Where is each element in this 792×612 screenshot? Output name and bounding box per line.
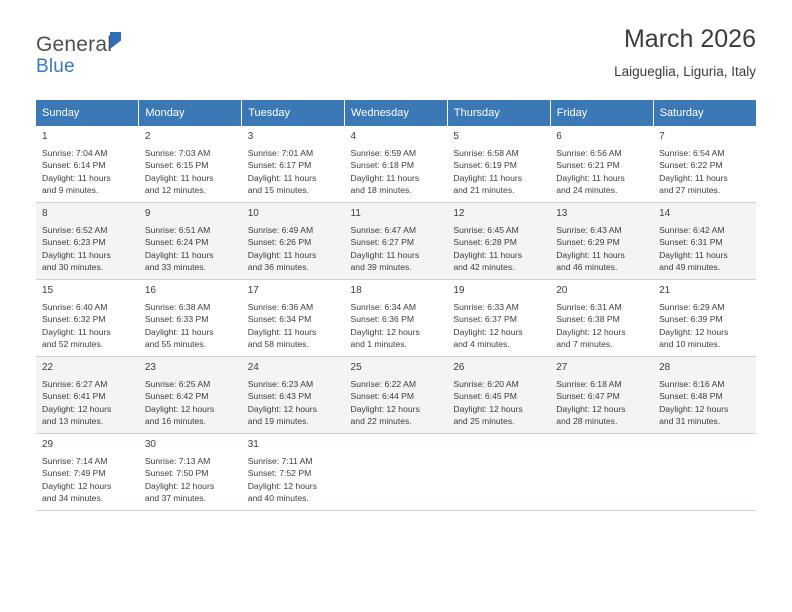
- calendar-cell-empty: [447, 434, 550, 511]
- calendar-day-cell[interactable]: [36, 203, 139, 280]
- sunrise-text: Sunrise: 7:13 AM: [144, 456, 211, 467]
- sunrise-text: Sunrise: 6:34 AM: [350, 302, 416, 313]
- sunset-text: Sunset: 6:37 PM: [453, 314, 517, 325]
- calendar-day-cell[interactable]: [447, 126, 550, 203]
- sunrise-text: Sunrise: 6:47 AM: [350, 225, 416, 236]
- daylight-text: and 4 minutes.: [453, 338, 510, 349]
- sunset-text: Sunset: 6:33 PM: [144, 314, 209, 325]
- day-number: 18: [350, 285, 362, 296]
- daylight-text: and 30 minutes.: [42, 261, 104, 272]
- calendar-day-cell[interactable]: [36, 126, 139, 203]
- daylight-text: Daylight: 11 hours: [42, 249, 111, 260]
- daylight-text: Daylight: 11 hours: [247, 172, 317, 183]
- daylight-text: Daylight: 12 hours: [144, 480, 215, 491]
- day-number: 24: [247, 362, 259, 373]
- day-number: 4: [350, 131, 357, 142]
- sunset-text: Sunset: 6:19 PM: [453, 160, 517, 171]
- sunrise-text: Sunrise: 6:36 AM: [247, 302, 314, 313]
- calendar-day-cell[interactable]: [242, 280, 345, 357]
- sunset-text: Sunset: 7:49 PM: [42, 468, 106, 479]
- sunset-text: Sunset: 6:18 PM: [350, 160, 415, 171]
- calendar-day-cell[interactable]: [653, 357, 756, 434]
- sunset-text: Sunset: 7:52 PM: [247, 468, 312, 479]
- daylight-text: and 27 minutes.: [659, 184, 721, 195]
- day-number: 22: [42, 362, 54, 373]
- calendar-cell-empty: [653, 434, 756, 511]
- column-header-thursday: Thursday: [447, 100, 550, 126]
- day-number: 1: [42, 131, 48, 142]
- page-title: March 2026: [623, 25, 756, 53]
- daylight-text: and 15 minutes.: [247, 184, 309, 195]
- daylight-text: and 9 minutes.: [42, 184, 99, 195]
- sunrise-text: Sunrise: 6:27 AM: [42, 379, 108, 390]
- daylight-text: Daylight: 11 hours: [42, 172, 111, 183]
- sunrise-text: Sunrise: 6:23 AM: [247, 379, 314, 390]
- calendar-day-cell[interactable]: [653, 280, 756, 357]
- sunset-text: Sunset: 6:45 PM: [453, 391, 517, 402]
- logo-text-general: General: [36, 33, 113, 56]
- sunrise-text: Sunrise: 7:04 AM: [42, 148, 108, 159]
- calendar-day-cell[interactable]: [242, 434, 345, 511]
- sunrise-text: Sunrise: 7:11 AM: [247, 456, 313, 467]
- calendar-day-cell[interactable]: [139, 203, 242, 280]
- daylight-text: and 28 minutes.: [556, 415, 618, 426]
- daylight-text: and 12 minutes.: [144, 184, 206, 195]
- sunset-text: Sunset: 6:36 PM: [350, 314, 415, 325]
- sunset-text: Sunset: 6:27 PM: [350, 237, 415, 248]
- daylight-text: Daylight: 11 hours: [556, 249, 625, 260]
- day-number: 15: [42, 285, 54, 296]
- sunset-text: Sunset: 7:50 PM: [144, 468, 209, 479]
- calendar-day-cell[interactable]: [139, 357, 242, 434]
- day-number: 5: [453, 131, 459, 142]
- sunset-text: Sunset: 6:39 PM: [659, 314, 723, 325]
- daylight-text: and 40 minutes.: [247, 492, 309, 503]
- sunrise-text: Sunrise: 6:56 AM: [556, 148, 622, 159]
- day-number: 23: [144, 362, 156, 373]
- sunrise-text: Sunrise: 6:59 AM: [350, 148, 416, 159]
- logo-text-blue: Blue: [36, 56, 75, 77]
- daylight-text: Daylight: 12 hours: [144, 403, 215, 414]
- sunset-text: Sunset: 6:15 PM: [144, 160, 209, 171]
- daylight-text: and 46 minutes.: [556, 261, 618, 272]
- sunset-text: Sunset: 6:17 PM: [247, 160, 312, 171]
- daylight-text: Daylight: 12 hours: [42, 403, 112, 414]
- calendar-week-row: [36, 280, 756, 357]
- sunrise-text: Sunrise: 6:29 AM: [659, 302, 725, 313]
- daylight-text: and 37 minutes.: [144, 492, 206, 503]
- day-number: 9: [144, 208, 151, 219]
- sunrise-text: Sunrise: 6:54 AM: [659, 148, 725, 159]
- day-number: 29: [42, 439, 54, 450]
- daylight-text: and 33 minutes.: [144, 261, 206, 272]
- calendar-day-cell[interactable]: [36, 280, 139, 357]
- sunset-text: Sunset: 6:38 PM: [556, 314, 620, 325]
- calendar-day-cell[interactable]: [345, 280, 448, 357]
- daylight-text: and 16 minutes.: [144, 415, 206, 426]
- daylight-text: and 7 minutes.: [556, 338, 613, 349]
- sunrise-text: Sunrise: 6:49 AM: [247, 225, 314, 236]
- daylight-text: Daylight: 11 hours: [350, 249, 420, 260]
- daylight-text: and 1 minutes.: [350, 338, 407, 349]
- day-number: 11: [350, 208, 361, 219]
- sunset-text: Sunset: 6:21 PM: [556, 160, 620, 171]
- day-number: 2: [144, 131, 151, 142]
- sunrise-text: Sunrise: 7:03 AM: [144, 148, 211, 159]
- daylight-text: Daylight: 11 hours: [556, 172, 625, 183]
- sunrise-text: Sunrise: 6:38 AM: [144, 302, 211, 313]
- daylight-text: Daylight: 11 hours: [144, 249, 214, 260]
- calendar-cell-empty: [550, 434, 653, 511]
- calendar-cell-empty: [345, 434, 448, 511]
- sunset-text: Sunset: 6:42 PM: [144, 391, 209, 402]
- calendar-day-cell[interactable]: [653, 126, 756, 203]
- calendar-day-cell[interactable]: [36, 357, 139, 434]
- sunset-text: Sunset: 6:28 PM: [453, 237, 517, 248]
- sunset-text: Sunset: 6:22 PM: [659, 160, 723, 171]
- column-header-friday: Friday: [550, 100, 653, 126]
- daylight-text: and 13 minutes.: [42, 415, 104, 426]
- page-subtitle: Laigueglia, Liguria, Italy: [614, 63, 756, 79]
- daylight-text: Daylight: 12 hours: [659, 403, 729, 414]
- sunrise-text: Sunrise: 6:45 AM: [453, 225, 519, 236]
- sunrise-text: Sunrise: 6:33 AM: [453, 302, 519, 313]
- sunset-text: Sunset: 6:31 PM: [659, 237, 723, 248]
- daylight-text: Daylight: 12 hours: [556, 403, 626, 414]
- sunrise-text: Sunrise: 6:22 AM: [350, 379, 416, 390]
- daylight-text: Daylight: 12 hours: [350, 326, 420, 337]
- daylight-text: Daylight: 11 hours: [247, 326, 317, 337]
- daylight-text: Daylight: 12 hours: [659, 326, 729, 337]
- daylight-text: Daylight: 11 hours: [659, 172, 728, 183]
- calendar-body: [36, 126, 756, 511]
- calendar-day-cell[interactable]: [345, 357, 448, 434]
- page-header: [36, 26, 756, 92]
- daylight-text: Daylight: 11 hours: [42, 326, 111, 337]
- daylight-text: Daylight: 12 hours: [42, 480, 112, 491]
- sunset-text: Sunset: 6:29 PM: [556, 237, 620, 248]
- daylight-text: and 21 minutes.: [453, 184, 515, 195]
- sunrise-text: Sunrise: 6:58 AM: [453, 148, 519, 159]
- calendar-week-row: [36, 357, 756, 434]
- column-header-sunday: Sunday: [36, 100, 139, 126]
- daylight-text: and 36 minutes.: [247, 261, 309, 272]
- daylight-text: Daylight: 11 hours: [350, 172, 420, 183]
- calendar-day-cell[interactable]: [550, 357, 653, 434]
- day-number: 21: [659, 285, 671, 296]
- daylight-text: and 24 minutes.: [556, 184, 618, 195]
- calendar-day-cell[interactable]: [36, 434, 139, 511]
- calendar-day-cell[interactable]: [345, 203, 448, 280]
- day-number: 20: [556, 285, 568, 296]
- sunset-text: Sunset: 6:24 PM: [144, 237, 209, 248]
- sunset-text: Sunset: 6:44 PM: [350, 391, 415, 402]
- sunset-text: Sunset: 6:34 PM: [247, 314, 312, 325]
- day-number: 6: [556, 131, 562, 142]
- daylight-text: Daylight: 11 hours: [247, 249, 317, 260]
- daylight-text: and 52 minutes.: [42, 338, 104, 349]
- day-number: 27: [556, 362, 568, 373]
- day-number: 17: [247, 285, 259, 296]
- calendar-day-cell[interactable]: [653, 203, 756, 280]
- day-number: 3: [247, 131, 254, 142]
- column-header-saturday: Saturday: [653, 100, 756, 126]
- day-number: 14: [659, 208, 671, 219]
- calendar-day-cell[interactable]: [139, 126, 242, 203]
- title-block: [614, 26, 756, 79]
- day-number: 26: [453, 362, 465, 373]
- daylight-text: and 31 minutes.: [659, 415, 721, 426]
- sunrise-text: Sunrise: 6:52 AM: [42, 225, 108, 236]
- daylight-text: and 22 minutes.: [350, 415, 412, 426]
- calendar-day-cell[interactable]: [345, 126, 448, 203]
- daylight-text: Daylight: 12 hours: [350, 403, 420, 414]
- column-header-wednesday: Wednesday: [345, 100, 448, 126]
- daylight-text: Daylight: 12 hours: [453, 403, 523, 414]
- daylight-text: Daylight: 12 hours: [556, 326, 626, 337]
- calendar-day-cell[interactable]: [447, 280, 550, 357]
- calendar-day-cell[interactable]: [242, 126, 345, 203]
- calendar-day-cell[interactable]: [447, 203, 550, 280]
- sunset-text: Sunset: 6:32 PM: [42, 314, 106, 325]
- sunset-text: Sunset: 6:43 PM: [247, 391, 312, 402]
- calendar-day-cell[interactable]: [550, 280, 653, 357]
- daylight-text: and 18 minutes.: [350, 184, 412, 195]
- day-number: 19: [453, 285, 465, 296]
- day-number: 8: [42, 208, 48, 219]
- calendar-day-cell[interactable]: [242, 203, 345, 280]
- daylight-text: Daylight: 11 hours: [144, 326, 214, 337]
- daylight-text: Daylight: 11 hours: [453, 172, 523, 183]
- flag-icon-highlight: [121, 32, 132, 41]
- daylight-text: Daylight: 12 hours: [247, 403, 317, 414]
- day-number: 25: [350, 362, 362, 373]
- sunset-text: Sunset: 6:14 PM: [42, 160, 106, 171]
- day-number: 7: [659, 131, 665, 142]
- logo[interactable]: [36, 26, 112, 76]
- day-number: 10: [247, 208, 259, 219]
- daylight-text: and 10 minutes.: [659, 338, 721, 349]
- sunset-text: Sunset: 6:48 PM: [659, 391, 723, 402]
- calendar-day-cell[interactable]: [447, 357, 550, 434]
- sunrise-text: Sunrise: 6:31 AM: [556, 302, 622, 313]
- sunrise-text: Sunrise: 6:18 AM: [556, 379, 622, 390]
- sunrise-text: Sunrise: 6:51 AM: [144, 225, 211, 236]
- daylight-text: and 25 minutes.: [453, 415, 515, 426]
- daylight-text: Daylight: 11 hours: [453, 249, 523, 260]
- calendar-week-row: [36, 126, 756, 203]
- daylight-text: and 39 minutes.: [350, 261, 412, 272]
- daylight-text: and 55 minutes.: [144, 338, 206, 349]
- sunrise-text: Sunrise: 6:40 AM: [42, 302, 108, 313]
- sunset-text: Sunset: 6:26 PM: [247, 237, 312, 248]
- calendar-day-cell[interactable]: [242, 357, 345, 434]
- sunset-text: Sunset: 6:47 PM: [556, 391, 620, 402]
- day-number: 13: [556, 208, 568, 219]
- sunrise-text: Sunrise: 6:25 AM: [144, 379, 211, 390]
- sunrise-text: Sunrise: 7:01 AM: [247, 148, 314, 159]
- calendar-day-cell[interactable]: [550, 126, 653, 203]
- sunrise-text: Sunrise: 6:16 AM: [659, 379, 725, 390]
- column-header-tuesday: Tuesday: [242, 100, 345, 126]
- daylight-text: and 34 minutes.: [42, 492, 104, 503]
- daylight-text: and 42 minutes.: [453, 261, 515, 272]
- daylight-text: and 58 minutes.: [247, 338, 309, 349]
- daylight-text: Daylight: 11 hours: [659, 249, 728, 260]
- sunrise-text: Sunrise: 6:20 AM: [453, 379, 519, 390]
- daylight-text: and 49 minutes.: [659, 261, 721, 272]
- daylight-text: Daylight: 11 hours: [144, 172, 214, 183]
- calendar-week-row: [36, 434, 756, 511]
- calendar-day-cell[interactable]: [139, 280, 242, 357]
- day-number: 30: [144, 439, 156, 450]
- daylight-text: Daylight: 12 hours: [453, 326, 523, 337]
- day-number: 16: [144, 285, 156, 296]
- day-number: 28: [659, 362, 671, 373]
- calendar-day-cell[interactable]: [139, 434, 242, 511]
- daylight-text: Daylight: 12 hours: [247, 480, 317, 491]
- sunset-text: Sunset: 6:41 PM: [42, 391, 106, 402]
- calendar-week-row: [36, 203, 756, 280]
- day-number: 12: [453, 208, 465, 219]
- calendar-header-row: [36, 100, 756, 126]
- sunrise-text: Sunrise: 6:43 AM: [556, 225, 622, 236]
- daylight-text: and 19 minutes.: [247, 415, 309, 426]
- calendar-day-cell[interactable]: [550, 203, 653, 280]
- sunset-text: Sunset: 6:23 PM: [42, 237, 106, 248]
- sunrise-text: Sunrise: 6:42 AM: [659, 225, 725, 236]
- column-header-monday: Monday: [139, 100, 242, 126]
- day-number: 31: [247, 439, 259, 450]
- calendar-table: [36, 100, 756, 511]
- sunrise-text: Sunrise: 7:14 AM: [42, 456, 108, 467]
